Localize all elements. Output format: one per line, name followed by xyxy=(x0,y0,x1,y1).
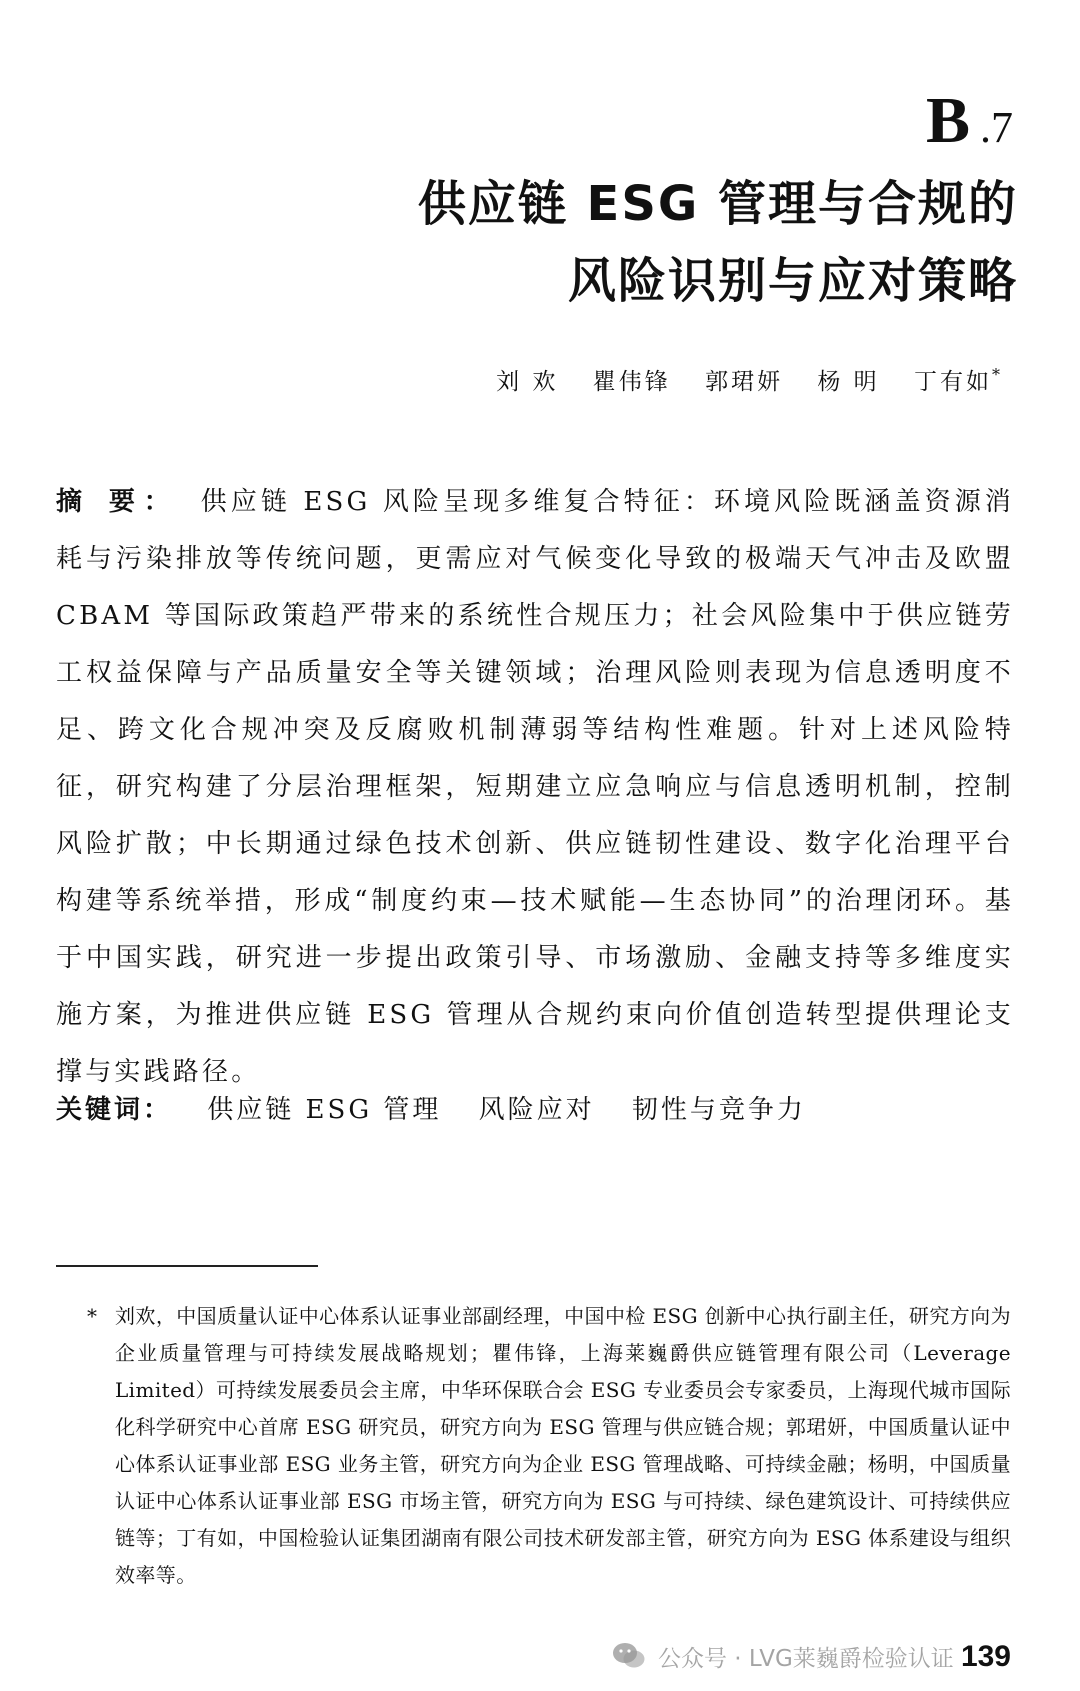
keywords-label: 关键词： xyxy=(56,1095,173,1125)
chapter-letter: B xyxy=(925,84,972,157)
footnote-text: 刘欢，中国质量认证中心体系认证事业部副经理，中国中检 ESG 创新中心执行副主任，研究方向为企业质量管理与可持续发展战略规划；瞿伟锋，上海莱巍爵供应链管理有限公司（Leverage Limited）可持续发展委员会主席，中华环保联合会 ESG 专业委员会专家委员，上海现代城市国际化科学研究中心首席 ESG 研究员，研究方向为 ESG 管理与供应链合规；郭珺妍，中国质量认证中心体系认证事业部 ESG 业务主管，研究方向为企业 ESG 管理战略、可持续金融；杨明，中国质量认证中心体系认证事业部 ESG 市场主管，研究方向为 ESG 与可持续、绿色建筑设计、可持续供应链等；丁有如，中国检验认证集团湖南有限公司技术研发部主管，研究方向为 ESG 体系建设与组织效率等。 xyxy=(115,1304,1011,1587)
chapter-title-line-1: 供应链 ESG 管理与合规的 xyxy=(417,176,1018,232)
author-name: 丁有如 xyxy=(914,368,992,395)
chapter-number xyxy=(925,84,1013,157)
footnote-divider xyxy=(56,1265,318,1267)
wechat-icon xyxy=(612,1641,646,1671)
author-footnote xyxy=(87,1298,1011,1594)
author-list xyxy=(472,367,1000,394)
author-name: 瞿伟锋 xyxy=(592,368,671,395)
keyword: 韧性与竞争力 xyxy=(631,1095,806,1125)
abstract xyxy=(56,474,1014,1101)
watermark-text: 公众号 · LVG莱巍爵检验认证 xyxy=(658,1645,954,1672)
keywords xyxy=(56,1090,832,1130)
keyword: 供应链 ESG 管理 xyxy=(207,1095,442,1125)
chapter-index: .7 xyxy=(980,103,1013,152)
author-name: 杨 明 xyxy=(817,368,880,395)
author-name: 郭珺妍 xyxy=(705,368,784,395)
author-name: 刘 欢 xyxy=(496,368,559,395)
footnote-mark: * xyxy=(87,1304,98,1328)
keyword: 风险应对 xyxy=(478,1095,595,1125)
watermark xyxy=(612,1636,954,1676)
abstract-text: 供应链 ESG 风险呈现多维复合特征：环境风险既涵盖资源消耗与污染排放等传统问题，更需应对气候变化导致的极端天气冲击及欧盟 CBAM 等国际政策趋严带来的系统性合规压力；社会风险集中于供应链劳工权益保障与产品质量安全等关键领域；治理风险则表现为信息透明度不足、跨文化合规冲突及反腐败机制薄弱等结构性难题。针对上述风险特征，研究构建了分层治理框架，短期建立应急响应与信息透明机制，控制风险扩散；中长期通过绿色技术创新、供应链韧性建设、数字化治理平台构建等系统举措，形成“制度约束—技术赋能—生态协同”的治理闭环。基于中国实践，研究进一步提出政策引导、市场激励、金融支持等多维度实施方案，为推进供应链 ESG 管理从合规约束向价值创造转型提供理论支撑与实践路径。 xyxy=(56,487,1015,1087)
chapter-title-line-2: 风险识别与应对策略 xyxy=(567,253,1018,309)
abstract-label: 摘 要： xyxy=(56,487,179,517)
page-number: 139 xyxy=(960,1640,1011,1673)
author-footnote-mark: * xyxy=(992,365,1000,384)
